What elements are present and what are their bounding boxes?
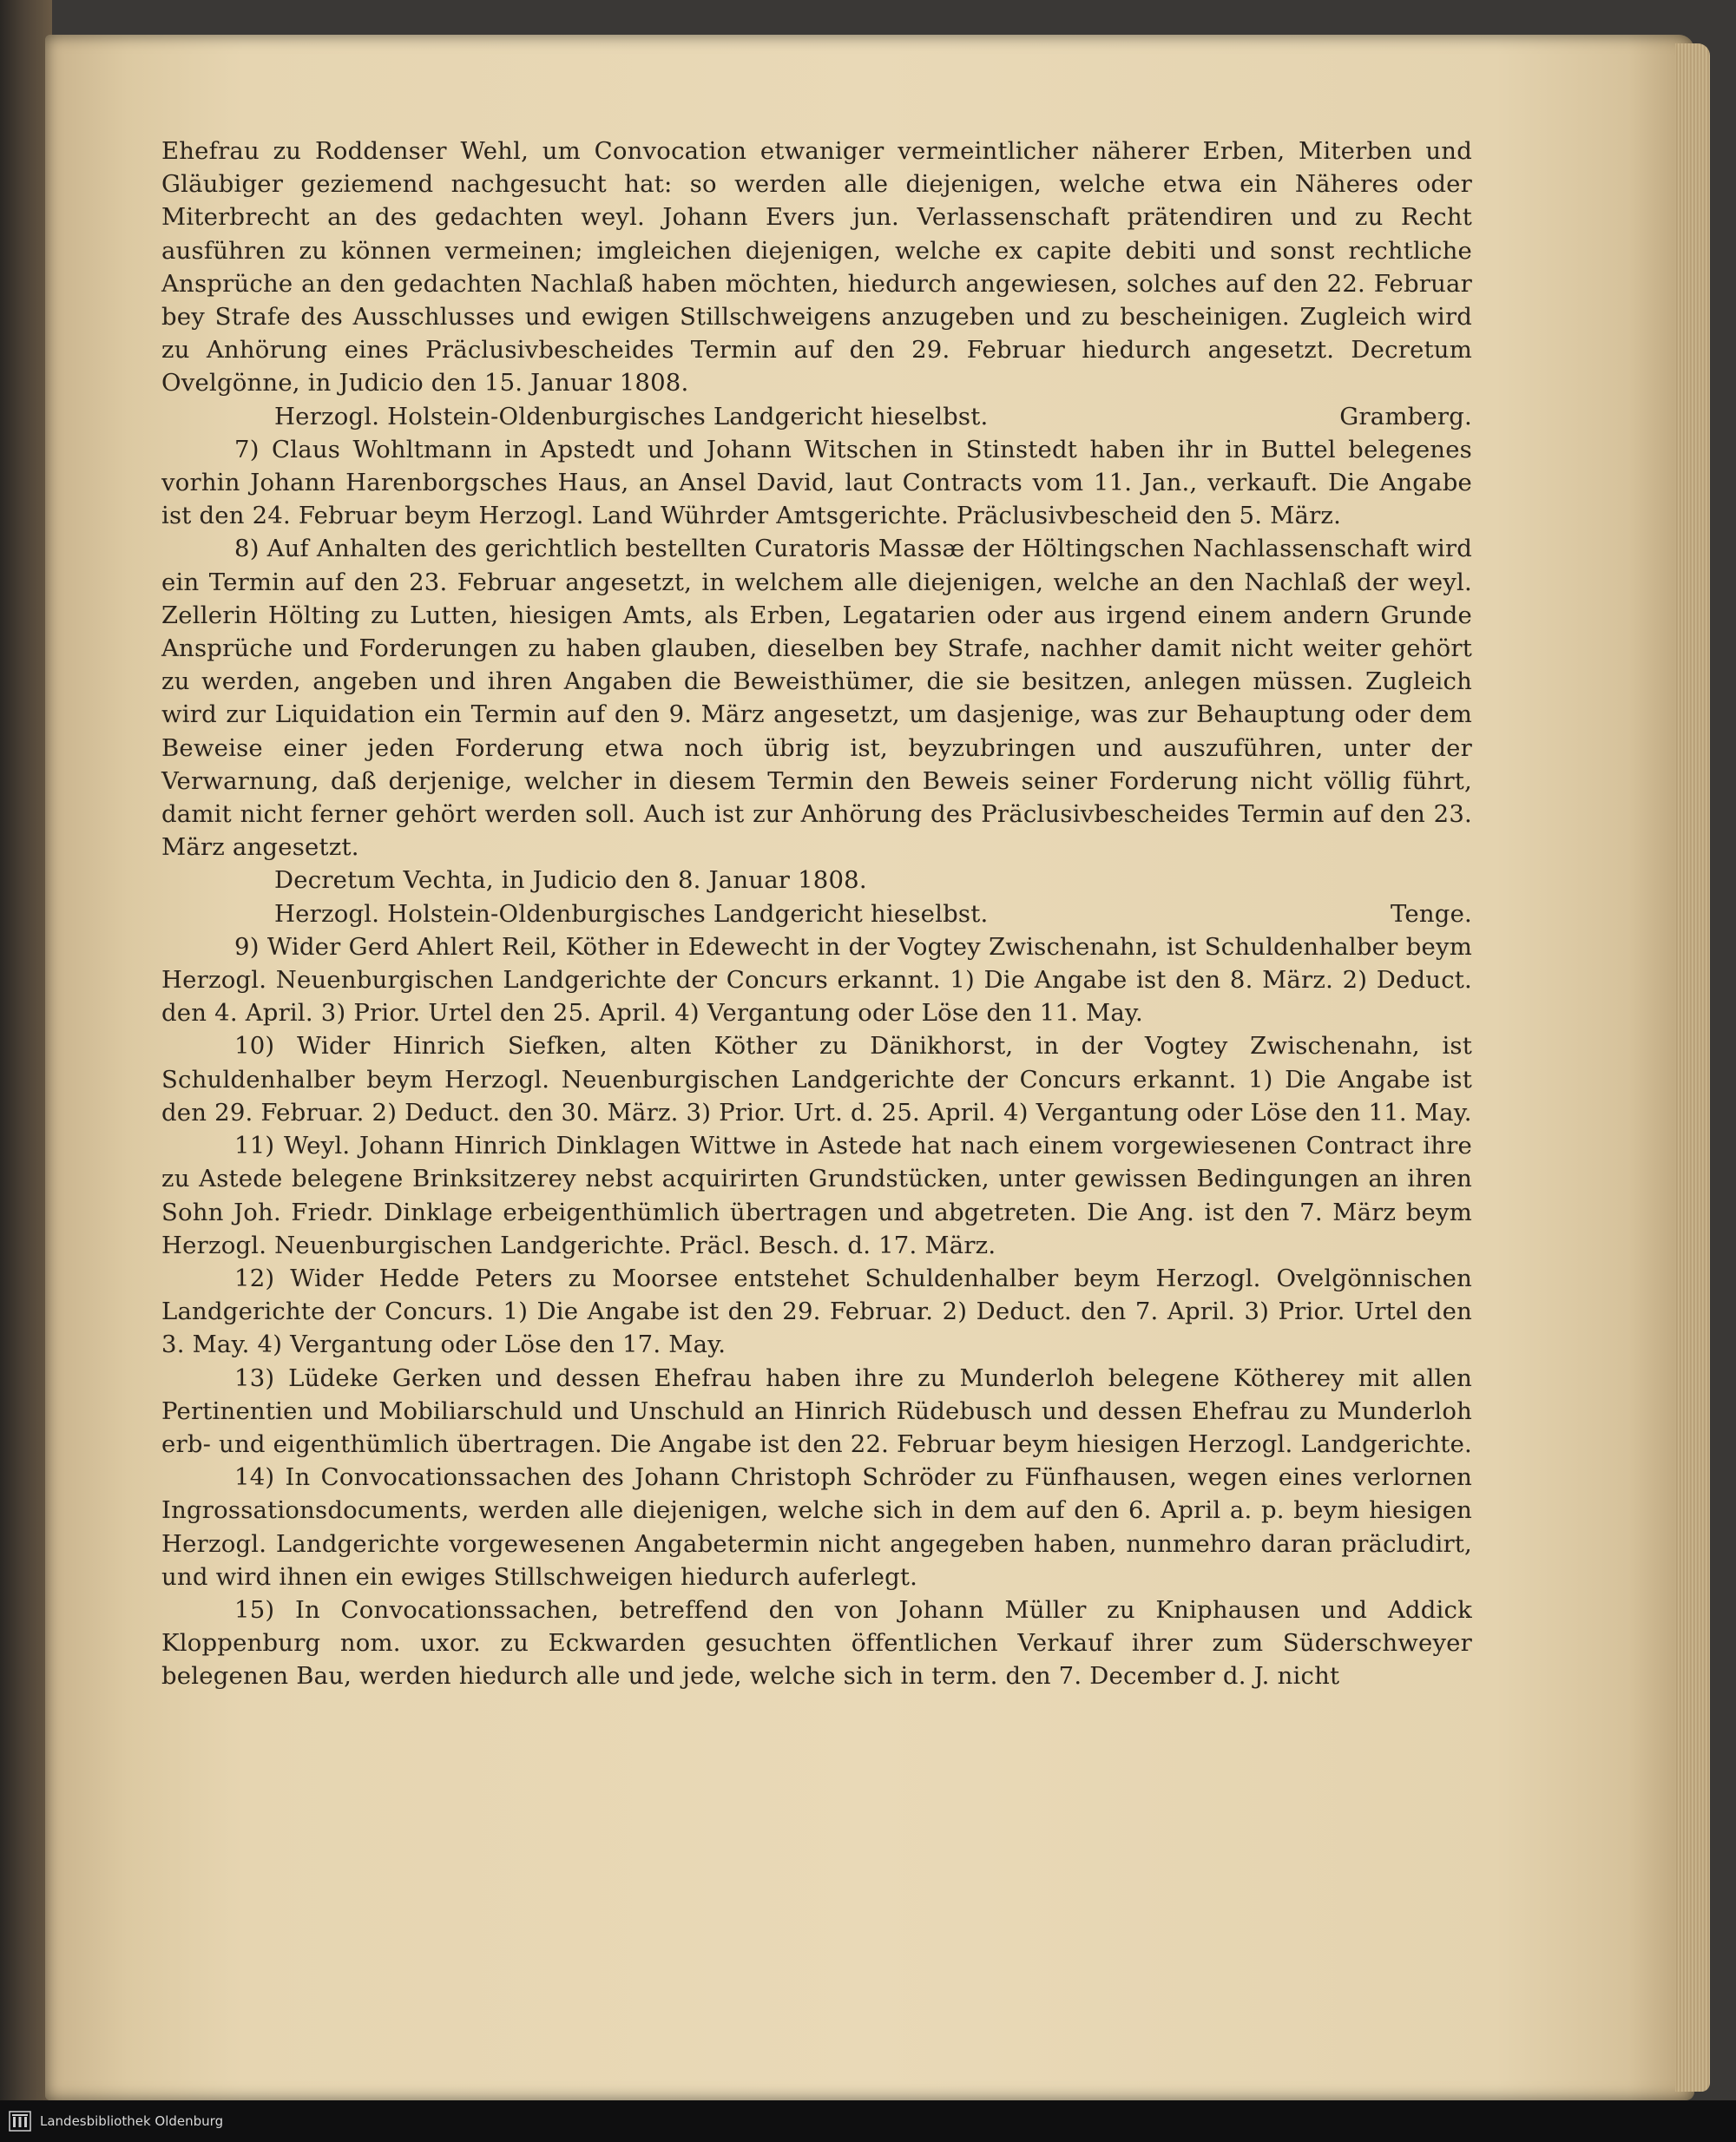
court-name: Herzogl. Holstein-Oldenburgisches Landgericht hieselbst. <box>274 402 989 430</box>
signature-line <box>161 897 1472 930</box>
notice-item-7: 7) Claus Wohltmann in Apstedt und Johann Witschen in Stinstedt haben ihr in Buttel belegenes vorhin Johann Harenborgsches Haus, an Ansel David, laut Contracts vom 11. Jan., verkauft. Die Angabe ist den 24. Februar beym Herzogl. Land Wührder Amtsgerichte. Präclusivbescheid den 5. März. <box>161 435 1472 530</box>
library-logo-icon <box>9 2111 31 2132</box>
notice-item-10: 10) Wider Hinrich Siefken, alten Köther zu Dänikhorst, in der Vogtey Zwischenahn, ist Schuldenhalber beym Herzogl. Neuenburgischen Landgerichte der Concurs erkannt. 1) Die Angabe ist den 29. Februar. 2) Deduct. den 30. März. 3) Prior. Urt. d. 25. April. 4) Vergantung oder Löse den 11. May. <box>161 1032 1472 1127</box>
notice-item-11: 11) Weyl. Johann Hinrich Dinklagen Wittwe in Astede hat nach einem vorgewiesenen Contract ihre zu Astede belegene Brinksitzerey nebst acquirirten Grundstücken, unter gewissen Bedingungen an ihren Sohn Joh. Friedr. Dinklage erbeigenthümlich übertragen und abgetreten. Die Ang. ist den 7. März beym Herzogl. Neuenburgischen Landgerichte. Präcl. Besch. d. 17. März. <box>161 1132 1472 1259</box>
footer-bar <box>0 2100 1736 2142</box>
signature-line <box>161 400 1472 433</box>
notice-item-9: 9) Wider Gerd Ahlert Reil, Köther in Edewecht in der Vogtey Zwischenahn, ist Schuldenhalber beym Herzogl. Neuenburgischen Landgerichte der Concurs erkannt. 1) Die Angabe ist den 8. März. 2) Deduct. den 4. April. 3) Prior. Urtel den 25. April. 4) Vergantung oder Löse den 11. May. <box>161 932 1472 1028</box>
notice-item-12: 12) Wider Hedde Peters zu Moorsee entstehet Schuldenhalber beym Herzogl. Ovelgönnischen Landgerichte der Concurs. 1) Die Angabe ist den 29. Februar. 2) Deduct. den 7. April. 3) Prior. Urtel den 3. May. 4) Vergantung oder Löse den 17. May. <box>161 1264 1472 1359</box>
notice-item-8: 8) Auf Anhalten des gerichtlich bestellten Curatoris Massæ der Höltingschen Nachlassenschaft wird ein Termin auf den 23. Februar angesetzt, in welchem alle diejenigen, welche an den Nachlaß der weyl. Zellerin Hölting zu Lutten, hiesigen Amts, als Erben, Legatarien oder aus irgend einem andern Grunde Ansprüche und Forderungen zu haben glauben, dieselben bey Strafe, nachher damit nicht weiter gehört zu werden, angeben und ihren Angaben die Beweisthümer, die sie besitzen, anlegen müssen. Zugleich wird zur Liquidation ein Termin auf den 9. März angesetzt, um dasjenige, was zur Behauptung oder dem Beweise einer jeden Forderung etwa noch übrig ist, beyzubringen und auszuführen, unter der Verwarnung, daß derjenige, welcher in diesem Termin den Beweis seiner Forderung nicht völlig führt, damit nicht ferner gehört werden soll. Auch ist zur Anhörung des Präclusivbescheides Termin auf den 23. März angesetzt. <box>161 535 1472 862</box>
decree-line: Decretum Vechta, in Judicio den 8. Januar 1808. <box>274 866 867 895</box>
page-edge <box>1675 43 1710 2092</box>
signer-name: Gramberg. <box>1339 402 1472 430</box>
court-name: Herzogl. Holstein-Oldenburgisches Landgericht hieselbst. <box>274 899 989 928</box>
notice-item-14: 14) In Convocationssachen des Johann Christoph Schröder zu Fünfhausen, wegen eines verlornen Ingrossationsdocuments, werden alle diejenigen, welche sich in dem auf den 6. April a. p. beym hiesigen Herzogl. Landgerichte vorgewesenen Angabetermin nicht angegeben haben, nunmehro daran präcludirt, und wird ihnen ein ewiges Stillschweigen hiedurch auferlegt. <box>161 1463 1472 1591</box>
footer-institution: Landesbibliothek Oldenburg <box>40 2113 224 2129</box>
notice-item-15: 15) In Convocationssachen, betreffend den von Johann Müller zu Kniphausen und Addick Kloppenburg nom. uxor. zu Eckwarden gesuchten öffentlichen Verkauf ihrer zum Süderschweyer belegenen Bau, werden hiedurch alle und jede, welche sich in term. den 7. December d. J. nicht <box>161 1595 1472 1691</box>
signer-name: Tenge. <box>1390 899 1472 928</box>
page-text <box>161 135 1472 1836</box>
notice-item-13: 13) Lüdeke Gerken und dessen Ehefrau haben ihre zu Munderloh belegene Kötherey mit allen Pertinentien und Mobiliarschuld und Unschuld an Hinrich Rüdebusch und dessen Ehefrau zu Munderloh erb- und eigenthümlich übertragen. Die Angabe ist den 22. Februar beym hiesigen Herzogl. Landgerichte. <box>161 1363 1472 1458</box>
book-spine <box>0 0 52 2100</box>
paragraph-continuation: Ehefrau zu Roddenser Wehl, um Convocation etwaniger vermeintlicher näherer Erben, Miterben und Gläubiger geziemend nachgesucht hat: so werden alle diejenigen, welche etwa ein Näheres oder Miterbrecht an des gedachten weyl. Johann Evers jun. Verlassenschaft prätendiren und zu Recht ausführen zu können vermeinen; imgleichen diejenigen, welche ex capite debiti und sonst rechtliche Ansprüche an den gedachten Nachlaß haben möchten, hiedurch angewiesen, solches auf den 22. Februar bey Strafe des Ausschlusses und ewigen Stillschweigens anzugeben und zu bescheinigen. Zugleich wird zu Anhörung eines Präclusivbescheides Termin auf den 29. Februar hiedurch angesetzt. Decretum Ovelgönne, in Judicio den 15. Januar 1808. <box>161 137 1472 398</box>
